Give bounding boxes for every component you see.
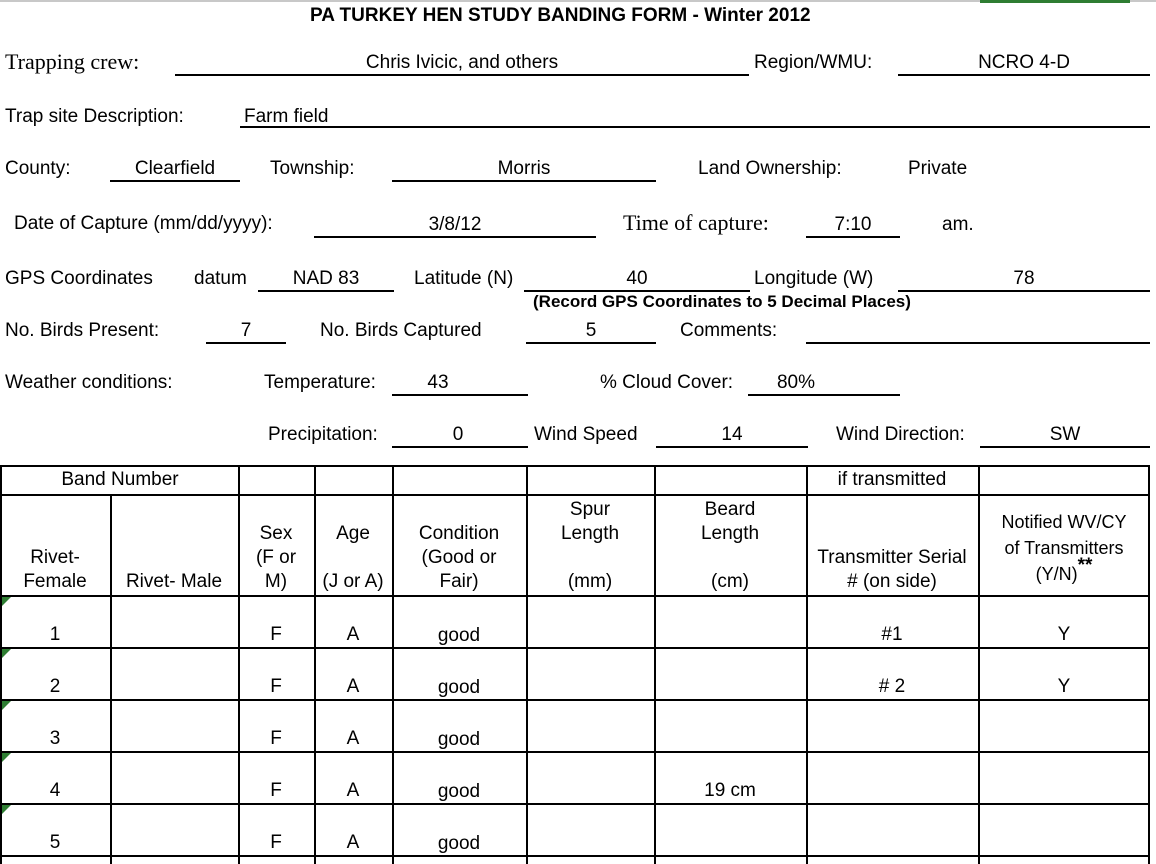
precipitation-field[interactable] xyxy=(392,424,528,448)
region-field[interactable]: NCRO 4-D xyxy=(898,52,1150,76)
cell-rivet-female[interactable]: 3 xyxy=(49,728,61,749)
cloud-cover-label: % Cloud Cover: xyxy=(600,372,734,393)
ampm-label: am. xyxy=(942,214,974,235)
header-line: (Good or xyxy=(421,547,497,568)
header-line: Spur xyxy=(569,499,611,520)
cell-rivet-female[interactable]: 1 xyxy=(49,624,61,645)
cell-condition[interactable]: good xyxy=(437,677,481,698)
ownership-label: Land Ownership: xyxy=(698,158,842,179)
precipitation-value: 0 xyxy=(452,424,464,445)
township-field[interactable]: Morris xyxy=(392,158,656,182)
col-header-age xyxy=(314,522,392,594)
header-line: of Transmitters xyxy=(1004,538,1124,558)
col-header-rivet-female xyxy=(0,546,110,594)
cell-age[interactable]: A xyxy=(346,780,360,801)
wind-speed-field[interactable]: 14 xyxy=(656,424,808,448)
cell-transmitter[interactable]: #1 xyxy=(881,624,903,645)
cell-condition[interactable]: good xyxy=(437,833,481,854)
cell-condition[interactable]: good xyxy=(437,625,481,646)
cloud-cover-value: 80% xyxy=(776,372,816,393)
comment-indicator-icon xyxy=(2,753,11,762)
latitude-label: Latitude (N) xyxy=(414,268,514,289)
col-header-transmitter xyxy=(806,546,978,594)
header-line: Female xyxy=(23,571,87,592)
col-header-beard xyxy=(654,498,806,594)
cell-condition[interactable]: good xyxy=(437,729,481,750)
comment-indicator-icon xyxy=(2,805,11,814)
table-col-border xyxy=(806,465,808,864)
col-header-rivet-male: Rivet- Male xyxy=(125,571,223,592)
cell-sex[interactable]: F xyxy=(270,832,282,853)
header-line: Condition xyxy=(418,523,500,544)
temperature-field[interactable] xyxy=(392,372,528,396)
trapping-crew-label: Trapping crew: xyxy=(5,49,140,74)
header-line: (cm) xyxy=(711,571,749,592)
header-line: Notified WV/CY xyxy=(1001,512,1127,532)
cell-condition[interactable]: good xyxy=(437,781,481,802)
datum-label: datum xyxy=(194,268,247,289)
wind-direction-field[interactable]: SW xyxy=(980,424,1150,448)
cell-selection-marker xyxy=(980,0,1130,3)
cell-rivet-female[interactable]: 2 xyxy=(49,676,61,697)
temperature-value: 43 xyxy=(427,372,449,393)
date-label: Date of Capture (mm/dd/yyyy): xyxy=(14,213,273,234)
yn-label: (Y/N) xyxy=(1035,564,1078,584)
header-line: Length xyxy=(700,523,760,544)
form-title: PA TURKEY HEN STUDY BANDING FORM - Winter 2012 xyxy=(310,5,811,26)
birds-captured-field[interactable]: 5 xyxy=(526,320,656,344)
footnote-marker: ** xyxy=(1077,555,1093,576)
header-line: Length xyxy=(560,523,620,544)
longitude-label: Longitude (W) xyxy=(754,268,874,289)
comment-indicator-icon xyxy=(2,597,11,606)
col-header-sex xyxy=(238,522,314,594)
time-field[interactable]: 7:10 xyxy=(806,214,900,238)
datum-field[interactable]: NAD 83 xyxy=(258,268,394,292)
cell-rivet-female[interactable]: 5 xyxy=(49,832,61,853)
gps-label: GPS Coordinates xyxy=(5,268,153,289)
ownership-value: Private xyxy=(908,158,968,179)
header-line: M) xyxy=(264,571,288,592)
township-label: Township: xyxy=(270,158,355,179)
comment-indicator-icon xyxy=(2,701,11,710)
cell-sex[interactable]: F xyxy=(270,676,282,697)
header-line: (J or A) xyxy=(322,571,384,592)
header-line: Rivet- xyxy=(30,547,80,568)
cell-age[interactable]: A xyxy=(346,624,360,645)
cell-age[interactable]: A xyxy=(346,728,360,749)
county-label: County: xyxy=(5,158,71,179)
header-line: (F or xyxy=(255,547,297,568)
comments-label: Comments: xyxy=(680,320,778,341)
header-line xyxy=(314,546,392,570)
col-header-notified xyxy=(978,509,1150,587)
longitude-field[interactable]: 78 xyxy=(898,268,1150,292)
cloud-cover-field[interactable] xyxy=(748,372,900,396)
header-line: Sex xyxy=(259,523,293,544)
col-header-condition xyxy=(392,522,526,594)
header-line: Transmitter Serial xyxy=(817,547,967,568)
cell-rivet-female[interactable]: 4 xyxy=(49,780,61,801)
comment-indicator-icon xyxy=(2,649,11,658)
county-field[interactable]: Clearfield xyxy=(110,158,240,182)
precipitation-label: Precipitation: xyxy=(268,424,378,445)
temperature-label: Temperature: xyxy=(264,372,376,393)
comments-field[interactable] xyxy=(806,320,1150,344)
cell-transmitter[interactable]: # 2 xyxy=(878,676,906,697)
col-header-spur xyxy=(526,498,654,594)
gps-note: (Record GPS Coordinates to 5 Decimal Places) xyxy=(533,292,911,311)
time-label: Time of capture: xyxy=(623,210,769,235)
header-line: (mm) xyxy=(567,571,613,592)
date-field[interactable]: 3/8/12 xyxy=(314,214,596,238)
trap-site-field[interactable]: Farm field xyxy=(240,106,1150,128)
if-transmitted-header: if transmitted xyxy=(837,469,947,490)
header-line xyxy=(526,546,654,570)
wind-direction-label: Wind Direction: xyxy=(836,424,965,445)
header-line xyxy=(654,546,806,570)
header-line: Age xyxy=(336,523,370,544)
cell-sex[interactable]: F xyxy=(270,728,282,749)
birds-present-label: No. Birds Present: xyxy=(5,320,160,341)
cell-beard[interactable]: 19 cm xyxy=(704,780,756,801)
region-label: Region/WMU: xyxy=(754,52,873,73)
cell-notified[interactable]: Y xyxy=(1057,676,1071,697)
weather-label: Weather conditions: xyxy=(5,372,173,393)
cell-age[interactable]: A xyxy=(346,676,360,697)
header-line: Fair) xyxy=(439,571,479,592)
birds-present-field[interactable]: 7 xyxy=(206,320,286,344)
header-line: # (on side) xyxy=(847,571,937,592)
header-line: Beard xyxy=(704,499,756,520)
trap-site-label: Trap site Description: xyxy=(5,106,184,127)
wind-speed-label: Wind Speed xyxy=(534,424,638,445)
table-col-border xyxy=(110,494,112,864)
band-number-header: Band Number xyxy=(61,469,179,490)
latitude-field[interactable]: 40 xyxy=(524,268,750,292)
cell-sex[interactable]: F xyxy=(270,780,282,801)
birds-captured-label: No. Birds Captured xyxy=(320,320,482,341)
header-line xyxy=(978,555,1150,587)
cell-notified[interactable]: Y xyxy=(1057,624,1071,645)
cell-age[interactable]: A xyxy=(346,832,360,853)
cell-sex[interactable]: F xyxy=(270,624,282,645)
trapping-crew-field[interactable]: Chris Ivicic, and others xyxy=(175,52,749,76)
